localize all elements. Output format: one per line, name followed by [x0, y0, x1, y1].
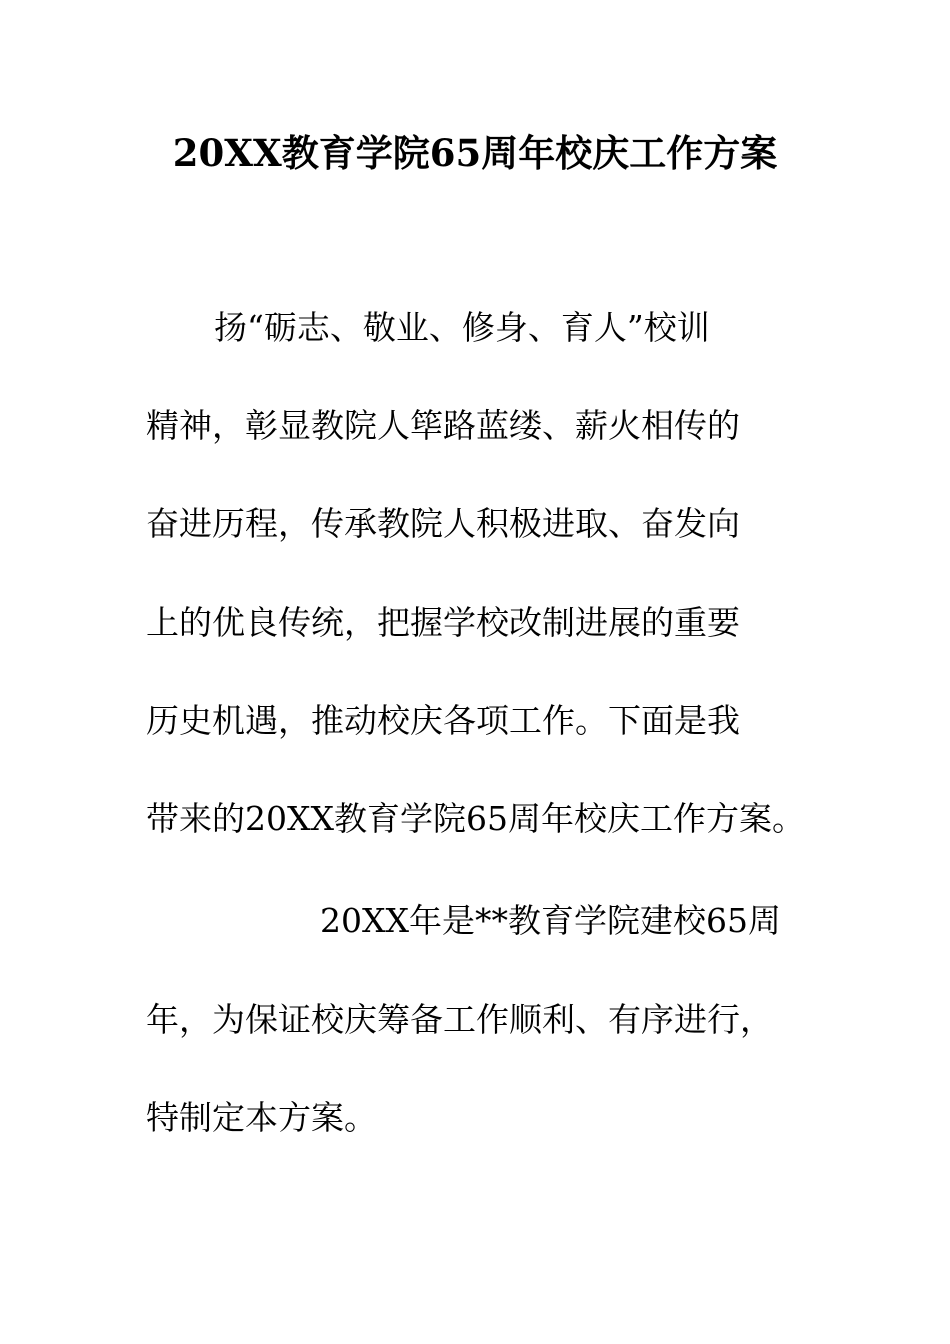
paragraph-line: 上的优良传统，把握学校改制进展的重要: [146, 603, 740, 642]
paragraph-line: 精神，彰显教院人筚路蓝缕、薪火相传的: [146, 406, 740, 445]
paragraph-line: 年，为保证校庆筹备工作顺利、有序进行，: [146, 1000, 773, 1039]
paragraph-line: 特制定本方案。: [146, 1098, 377, 1137]
paragraph-line: 扬“砺志、敬业、修身、育人”校训: [214, 308, 710, 347]
paragraph-line: 20XX年是**教育学院建校65周: [320, 901, 781, 940]
paragraph-line: 历史机遇，推动校庆各项工作。下面是我: [146, 701, 740, 740]
paragraph-line: 带来的20XX教育学院65周年校庆工作方案。: [146, 799, 805, 838]
paragraph-line: 奋进历程，传承教院人积极进取、奋发向: [146, 504, 740, 543]
document-title: 20XX教育学院65周年校庆工作方案: [172, 131, 778, 175]
